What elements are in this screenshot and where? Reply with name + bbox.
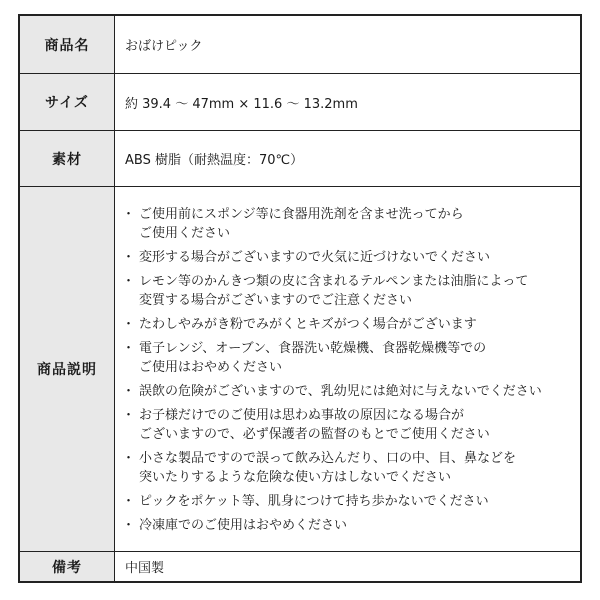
caution-item bbox=[125, 339, 542, 377]
remarks-label: 備考 bbox=[20, 552, 115, 581]
caution-item-line: ご使用はおやめください bbox=[139, 360, 283, 375]
size-label: サイズ bbox=[20, 74, 115, 130]
caution-item-line: ・ 変形する場合がございますので火気に近づけないでください bbox=[139, 250, 491, 265]
caution-item bbox=[125, 205, 542, 243]
remarks-value: 中国製 bbox=[125, 561, 165, 576]
caution-item bbox=[125, 449, 542, 487]
caution-item bbox=[125, 406, 542, 444]
product-name-label: 商品名 bbox=[20, 16, 115, 73]
caution-item bbox=[125, 315, 542, 334]
caution-item bbox=[125, 248, 542, 267]
spec-table bbox=[18, 14, 582, 583]
caution-item-line: ご使用ください bbox=[139, 226, 231, 241]
caution-item-line: ございますので、必ず保護者の監督のもとでご使用ください bbox=[139, 427, 490, 442]
caution-item-line: 突いたりするような危険な使い方はしないでください bbox=[139, 470, 452, 485]
caution-item bbox=[125, 492, 542, 511]
row-material bbox=[20, 130, 580, 186]
caution-item-line: ・ 電子レンジ、オーブン、食器洗い乾燥機、食器乾燥機等での bbox=[139, 341, 487, 356]
row-size bbox=[20, 73, 580, 130]
material-label: 素材 bbox=[20, 131, 115, 186]
caution-item-line: ・ たわしやみがき粉でみがくとキズがつく場合がございます bbox=[139, 317, 477, 332]
row-product-name bbox=[20, 16, 580, 73]
caution-item bbox=[125, 272, 542, 310]
caution-item-line: ・ 冷凍庫でのご使用はおやめください bbox=[139, 518, 348, 533]
caution-item-line: ・ お子様だけでのご使用は思わぬ事故の原因になる場合が bbox=[139, 408, 465, 423]
row-remarks bbox=[20, 551, 580, 581]
caution-item bbox=[125, 382, 542, 401]
caution-item-line: ・ 小さな製品ですので誤って飲み込んだり、口の中、目、鼻などを bbox=[139, 451, 517, 466]
row-description bbox=[20, 186, 580, 551]
description-value bbox=[115, 187, 580, 551]
caution-item-line: 変質する場合がございますのでご注意ください bbox=[139, 293, 413, 308]
caution-item-line: ・ ご使用前にスポンジ等に食器用洗剤を含ませ洗ってから bbox=[139, 207, 464, 222]
material-value: ABS 樹脂（耐熱温度：70℃） bbox=[125, 153, 304, 168]
size-value: 約 39.4 〜 47mm × 11.6 〜 13.2mm bbox=[125, 96, 358, 112]
caution-list bbox=[125, 205, 542, 535]
caution-item-line: ・ ピックをポケット等、肌身につけて持ち歩かないでください bbox=[139, 494, 489, 509]
description-label: 商品説明 bbox=[20, 187, 115, 551]
caution-item bbox=[125, 516, 542, 535]
caution-item-line: ・ 誤飲の危険がございますので、乳幼児には絶対に与えないでください bbox=[139, 384, 542, 399]
caution-item-line: ・ レモン等のかんきつ類の皮に含まれるテルペンまたは油脂によって bbox=[139, 274, 529, 289]
product-name-value: おばけピック bbox=[125, 39, 203, 54]
